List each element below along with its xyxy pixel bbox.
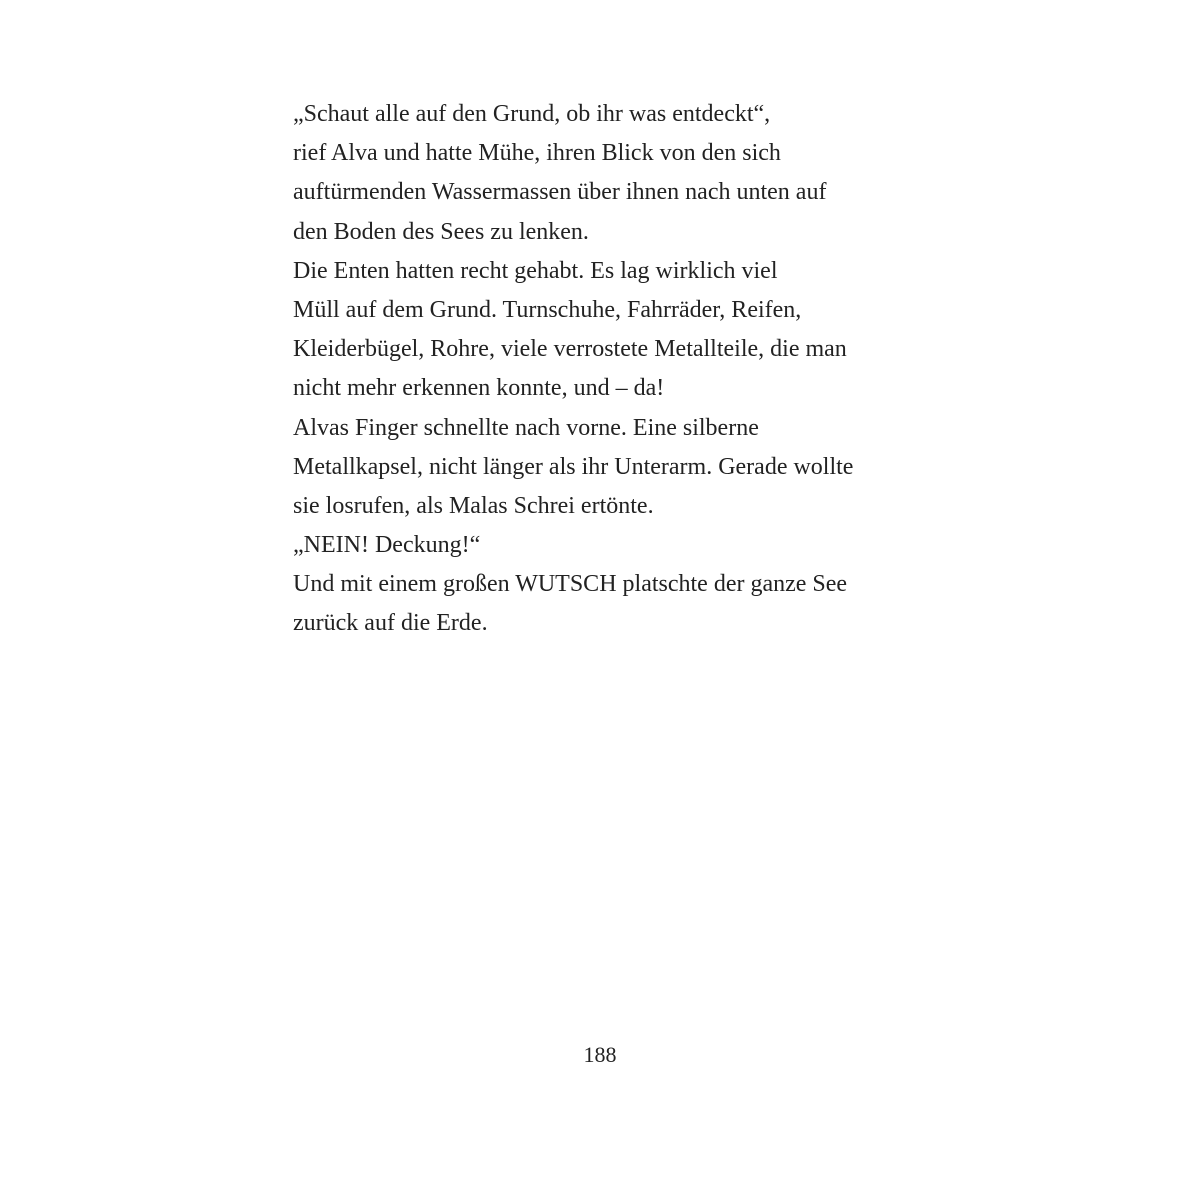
text-line: Müll auf dem Grund. Turnschuhe, Fahrräder, Reifen, [293,296,802,323]
text-line: Und mit einem großen WUTSCH platschte der ganze See [293,571,848,598]
text-line: Kleiderbügel, Rohre, viele verrostete Metallteile, die man [293,336,847,363]
text-line: sie losrufen, als Malas Schrei ertönte. [293,492,654,519]
text-line: zurück auf die Erde. [293,610,488,637]
text-line: den Boden des Sees zu lenken. [293,218,589,245]
text-line: nicht mehr erkennen konnte, und – da! [293,375,665,402]
text-line: „Schaut alle auf den Grund, ob ihr was entdeckt“, [293,101,771,127]
text-line: „NEIN! Deckung!“ [293,532,481,559]
body-text [293,95,933,644]
text-line: Metallkapsel, nicht länger als ihr Unterarm. Gerade wollte [293,453,854,480]
page-number: 188 [583,1042,617,1067]
text-line: Alvas Finger schnellte nach vorne. Eine silberne [293,414,759,441]
text-line: Die Enten hatten recht gehabt. Es lag wirklich viel [293,257,778,284]
text-line: auftürmenden Wassermassen über ihnen nach unten auf [293,179,827,206]
text-line: rief Alva und hatte Mühe, ihren Blick von den sich [293,140,781,167]
